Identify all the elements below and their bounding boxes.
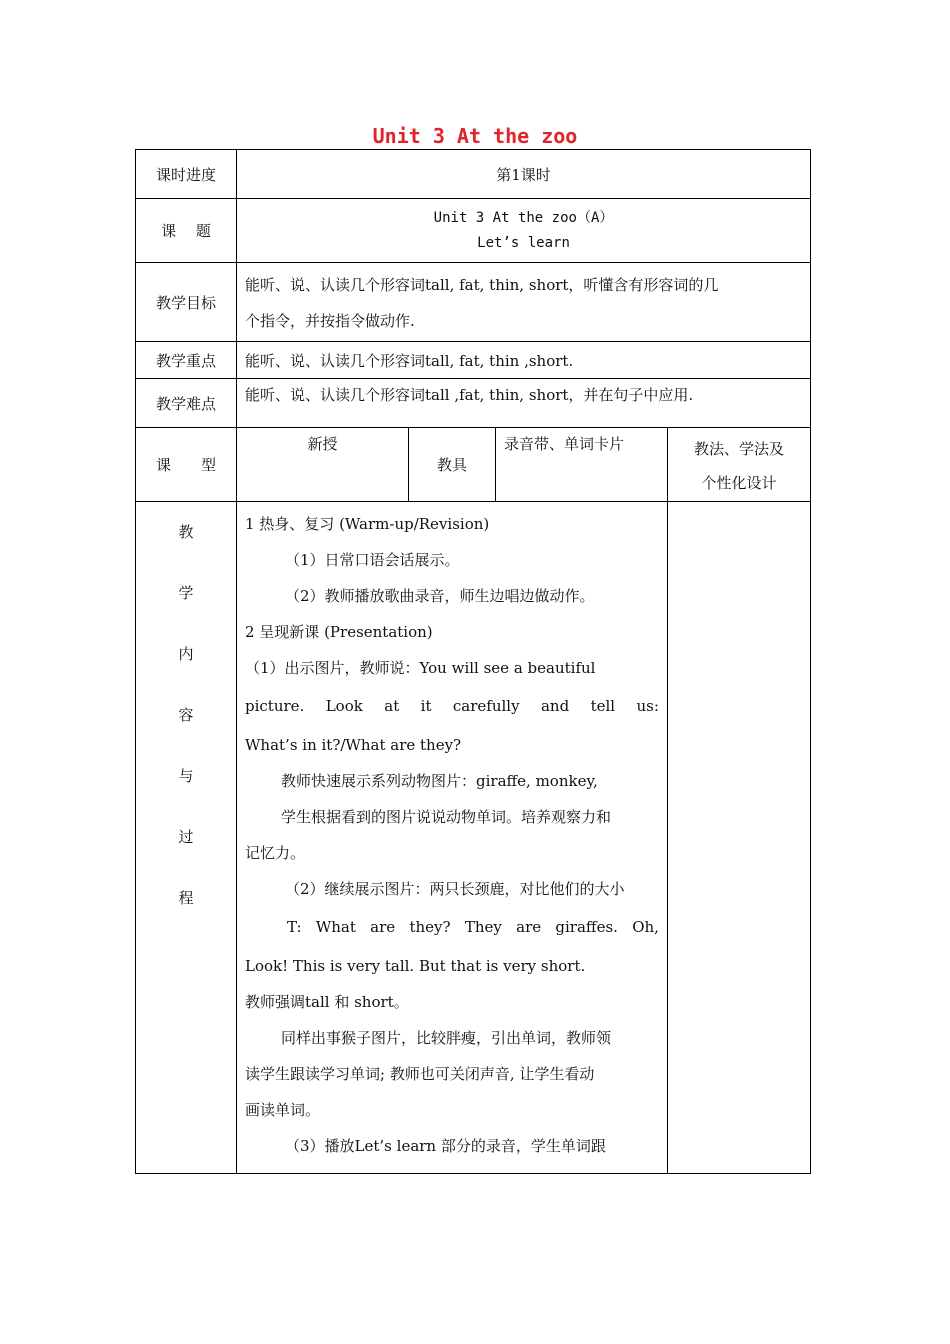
word: and xyxy=(540,697,570,715)
label-tools: 教具 xyxy=(409,428,496,502)
process-char: 教 xyxy=(178,523,194,541)
process-line: 同样出事猴子图片，比较胖瘦，引出单词，教师领 xyxy=(281,1029,612,1047)
label-goal: 教学目标 xyxy=(136,263,237,342)
word: What xyxy=(315,918,356,936)
topic-line-2: Let’s learn xyxy=(477,234,570,251)
label-key: 教学重点 xyxy=(136,342,237,379)
process-line: 1 热身、复习 (Warm-up/Revision) xyxy=(245,515,490,533)
process-char: 内 xyxy=(178,645,194,663)
method-header xyxy=(668,428,811,502)
word: us: xyxy=(636,697,659,715)
process-line-justified xyxy=(245,907,659,948)
process-line: Look! This is very tall. But that is very short. xyxy=(245,957,586,975)
value-progress: 第1课时 xyxy=(237,150,811,199)
word: giraffes. xyxy=(555,918,618,936)
word: They xyxy=(464,918,502,936)
word: they? xyxy=(409,918,451,936)
topic-line-1: Unit 3 At the zoo（A） xyxy=(433,209,614,226)
method-line-1: 教法、学法及 xyxy=(694,440,785,458)
process-line: 教师强调tall 和 short。 xyxy=(245,993,409,1011)
process-line: 学生根据看到的图片说说动物单词。培养观察力和 xyxy=(281,808,612,826)
row-progress xyxy=(136,150,811,199)
row-type xyxy=(136,428,811,502)
value-key: 能听、说、认读几个形容词tall, fat, thin ,short. xyxy=(237,342,811,379)
label-progress: 课时进度 xyxy=(136,150,237,199)
process-char: 过 xyxy=(178,828,194,846)
process-line: （2）继续展示图片：两只长颈鹿，对比他们的大小 xyxy=(285,880,625,898)
word: at xyxy=(384,697,400,715)
label-process xyxy=(136,502,237,1174)
process-char: 容 xyxy=(178,706,194,724)
method-line-2: 个性化设计 xyxy=(701,474,777,492)
word: are xyxy=(370,918,396,936)
row-key xyxy=(136,342,811,379)
process-line: （2）教师播放歌曲录音，师生边唱边做动作。 xyxy=(285,587,595,605)
value-goal xyxy=(237,263,811,342)
word: tell xyxy=(590,697,616,715)
word: T: xyxy=(287,918,302,936)
process-line: （3）播放Let’s learn 部分的录音，学生单词跟 xyxy=(285,1137,606,1155)
method-content xyxy=(668,502,811,1174)
row-topic xyxy=(136,199,811,263)
label-type: 课 型 xyxy=(136,428,237,502)
process-char: 与 xyxy=(178,767,194,785)
word: picture. xyxy=(245,697,305,715)
word: are xyxy=(516,918,542,936)
lesson-plan-table xyxy=(135,149,811,1174)
value-difficult: 能听、说、认读几个形容词tall ,fat, thin, short，并在句子中应用. xyxy=(237,379,811,428)
process-line: 2 呈现新课 (Presentation) xyxy=(245,623,433,641)
document-title: Unit 3 At the zoo xyxy=(372,124,578,148)
value-type: 新授 xyxy=(237,428,409,502)
process-line: （1）日常口语会话展示。 xyxy=(285,551,460,569)
process-char: 程 xyxy=(178,889,194,907)
process-line: 画读单词。 xyxy=(245,1101,321,1119)
process-line: （1）出示图片，教师说：You will see a beautiful xyxy=(245,659,596,677)
row-goal xyxy=(136,263,811,342)
value-tools: 录音带、单词卡片 xyxy=(496,428,668,502)
goal-line-2: 个指令，并按指令做动作. xyxy=(245,312,415,330)
label-topic: 课 题 xyxy=(136,199,237,263)
process-line-justified xyxy=(245,686,659,727)
goal-line-1: 能听、说、认读几个形容词tall, fat, thin, short，听懂含有形容词的几 xyxy=(245,276,719,294)
word: Look xyxy=(325,697,363,715)
label-difficult: 教学难点 xyxy=(136,379,237,428)
process-line: 记忆力。 xyxy=(245,844,306,862)
process-line: 教师快速展示系列动物图片：giraffe, monkey, xyxy=(281,772,598,790)
row-process xyxy=(136,502,811,1174)
word: Oh, xyxy=(632,918,659,936)
process-content xyxy=(237,502,668,1174)
process-line: What’s in it?/What are they? xyxy=(245,736,462,754)
value-topic xyxy=(237,199,811,263)
word: carefully xyxy=(452,697,520,715)
process-line: 读学生跟读学习单词; 教师也可关闭声音, 让学生看动 xyxy=(245,1065,595,1083)
row-difficult xyxy=(136,379,811,428)
word: it xyxy=(420,697,432,715)
process-char: 学 xyxy=(178,584,194,602)
